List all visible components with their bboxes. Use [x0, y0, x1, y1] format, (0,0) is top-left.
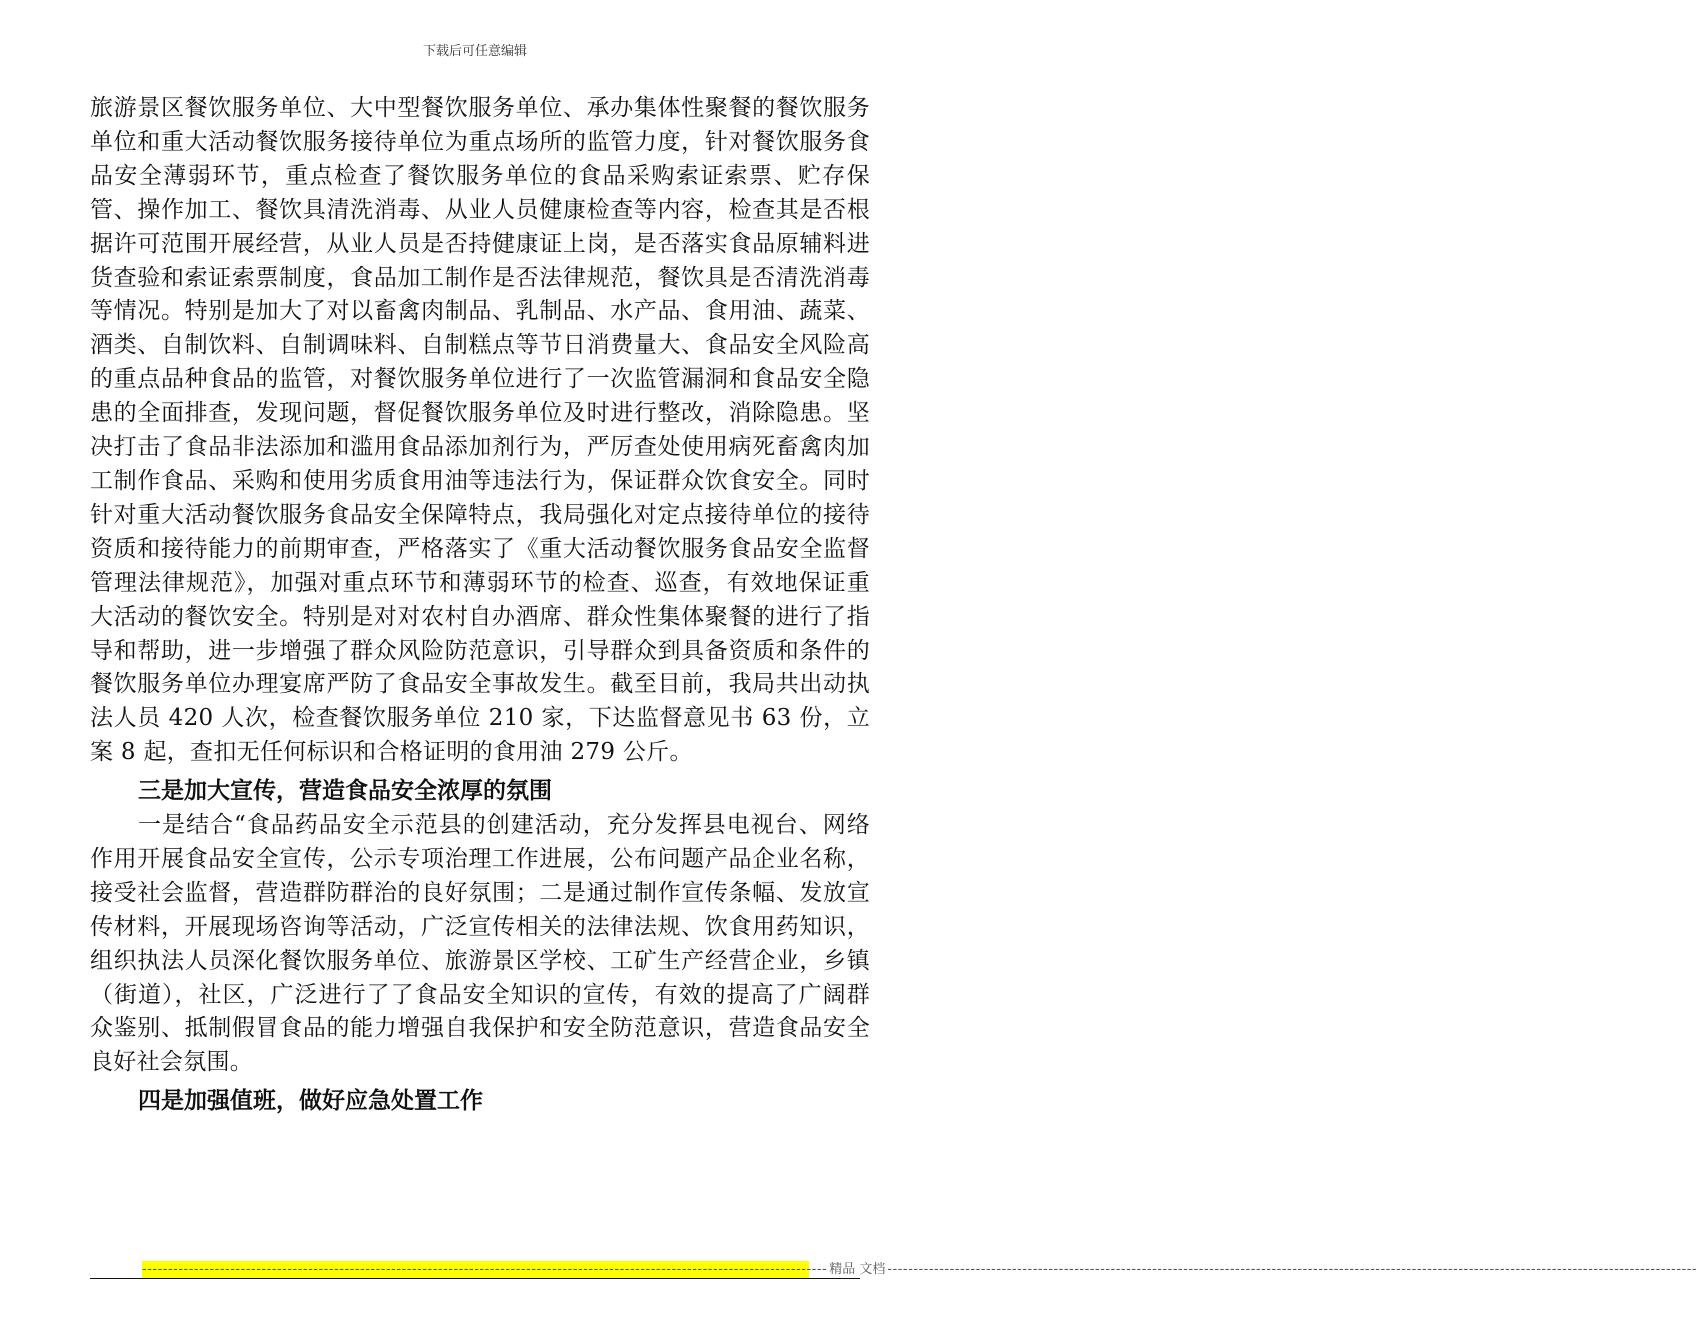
section-heading-3: 三是加大宣传，营造食品安全浓厚的氛围 — [138, 778, 552, 805]
page-header-note: 下载后可任意编辑 — [422, 44, 527, 59]
body-paragraph-2: 一是结合“食品药品安全示范县的创建活动，充分发挥县电视台、网络作用开展食品安全宣传，公示专项治理工作进展，公布问题产品企业名称，接受社会监督，营造群防群治的良好氛围；二是通过制作宣传条幅、发放宣传材料，开展现场咨询等活动，广泛宣传相关的法律法规、饮食用药知识，组织执法人员深化餐饮服务单位、旅游景区学校、工矿生产经营企业，乡镇（街道），社区，广泛进行了了食品安全知识的宣传，有效的提高了广阔群众鉴别、抵制假冒食品的能力增强自我保护和安全防范意识，营造食品安全良好社会氛围。 — [90, 812, 870, 1076]
footer-dashes-right: ------------------------------------------------------------------------------------------------------------------------------------------------------------ — [887, 1262, 1697, 1277]
section-heading-4: 四是加强值班，做好应急处置工作 — [138, 1088, 483, 1115]
footer-label: 精品 文档 — [829, 1262, 886, 1277]
footer-dashes-left: ------------------------------------------------------------------------------------------------------------------------------------ — [142, 1262, 828, 1277]
body-paragraph-1: 旅游景区餐饮服务单位、大中型餐饮服务单位、承办集体性聚餐的餐饮服务单位和重大活动餐饮服务接待单位为重点场所的监管力度，针对餐饮服务食品安全薄弱环节，重点检查了餐饮服务单位的食品采购索证索票、贮存保管、操作加工、餐饮具清洗消毒、从业人员健康检查等内容，检查其是否根据许可范围开展经营，从业人员是否持健康证上岗，是否落实食品原辅料进货查验和索证索票制度，食品加工制作是否法律规范，餐饮具是否清洗消毒等情况。特别是加大了对以畜禽肉制品、乳制品、水产品、食用油、蔬菜、酒类、自制饮料、自制调味料、自制糕点等节日消费量大、食品安全风险高的重点品种食品的监管，对餐饮服务单位进行了一次监管漏洞和食品安全隐患的全面排查，发现问题，督促餐饮服务单位及时进行整改，消除隐患。坚决打击了食品非法添加和滥用食品添加剂行为，严厉查处使用病死畜禽肉加工制作食品、采购和使用劣质食用油等违法行为，保证群众饮食安全。同时针对重大活动餐饮服务食品安全保障特点，我局强化对定点接待单位的接待资质和接待能力的前期审查，严格落实了《重大活动餐饮服务食品安全监督管理法律规范》，加强对重点环节和薄弱环节的检查、巡查，有效地保证重大活动的餐饮安全。特别是对对农村自办酒席、群众性集体聚餐的进行了指导和帮助，进一步增强了群众风险防范意识，引导群众到具备资质和条件的餐饮服务单位办理宴席严防了食品安全事故发生。截至目前，我局共出动执法人员 420 人次，检查餐饮服务单位 210 家，下达监督意见书 63 份，立案 8 起，查扣无任何标识和合格证明的食用油 279 公斤。 — [90, 95, 870, 766]
footer-rule — [90, 1278, 860, 1279]
footer-watermark-band — [142, 1261, 1697, 1279]
document-body — [90, 92, 870, 1119]
